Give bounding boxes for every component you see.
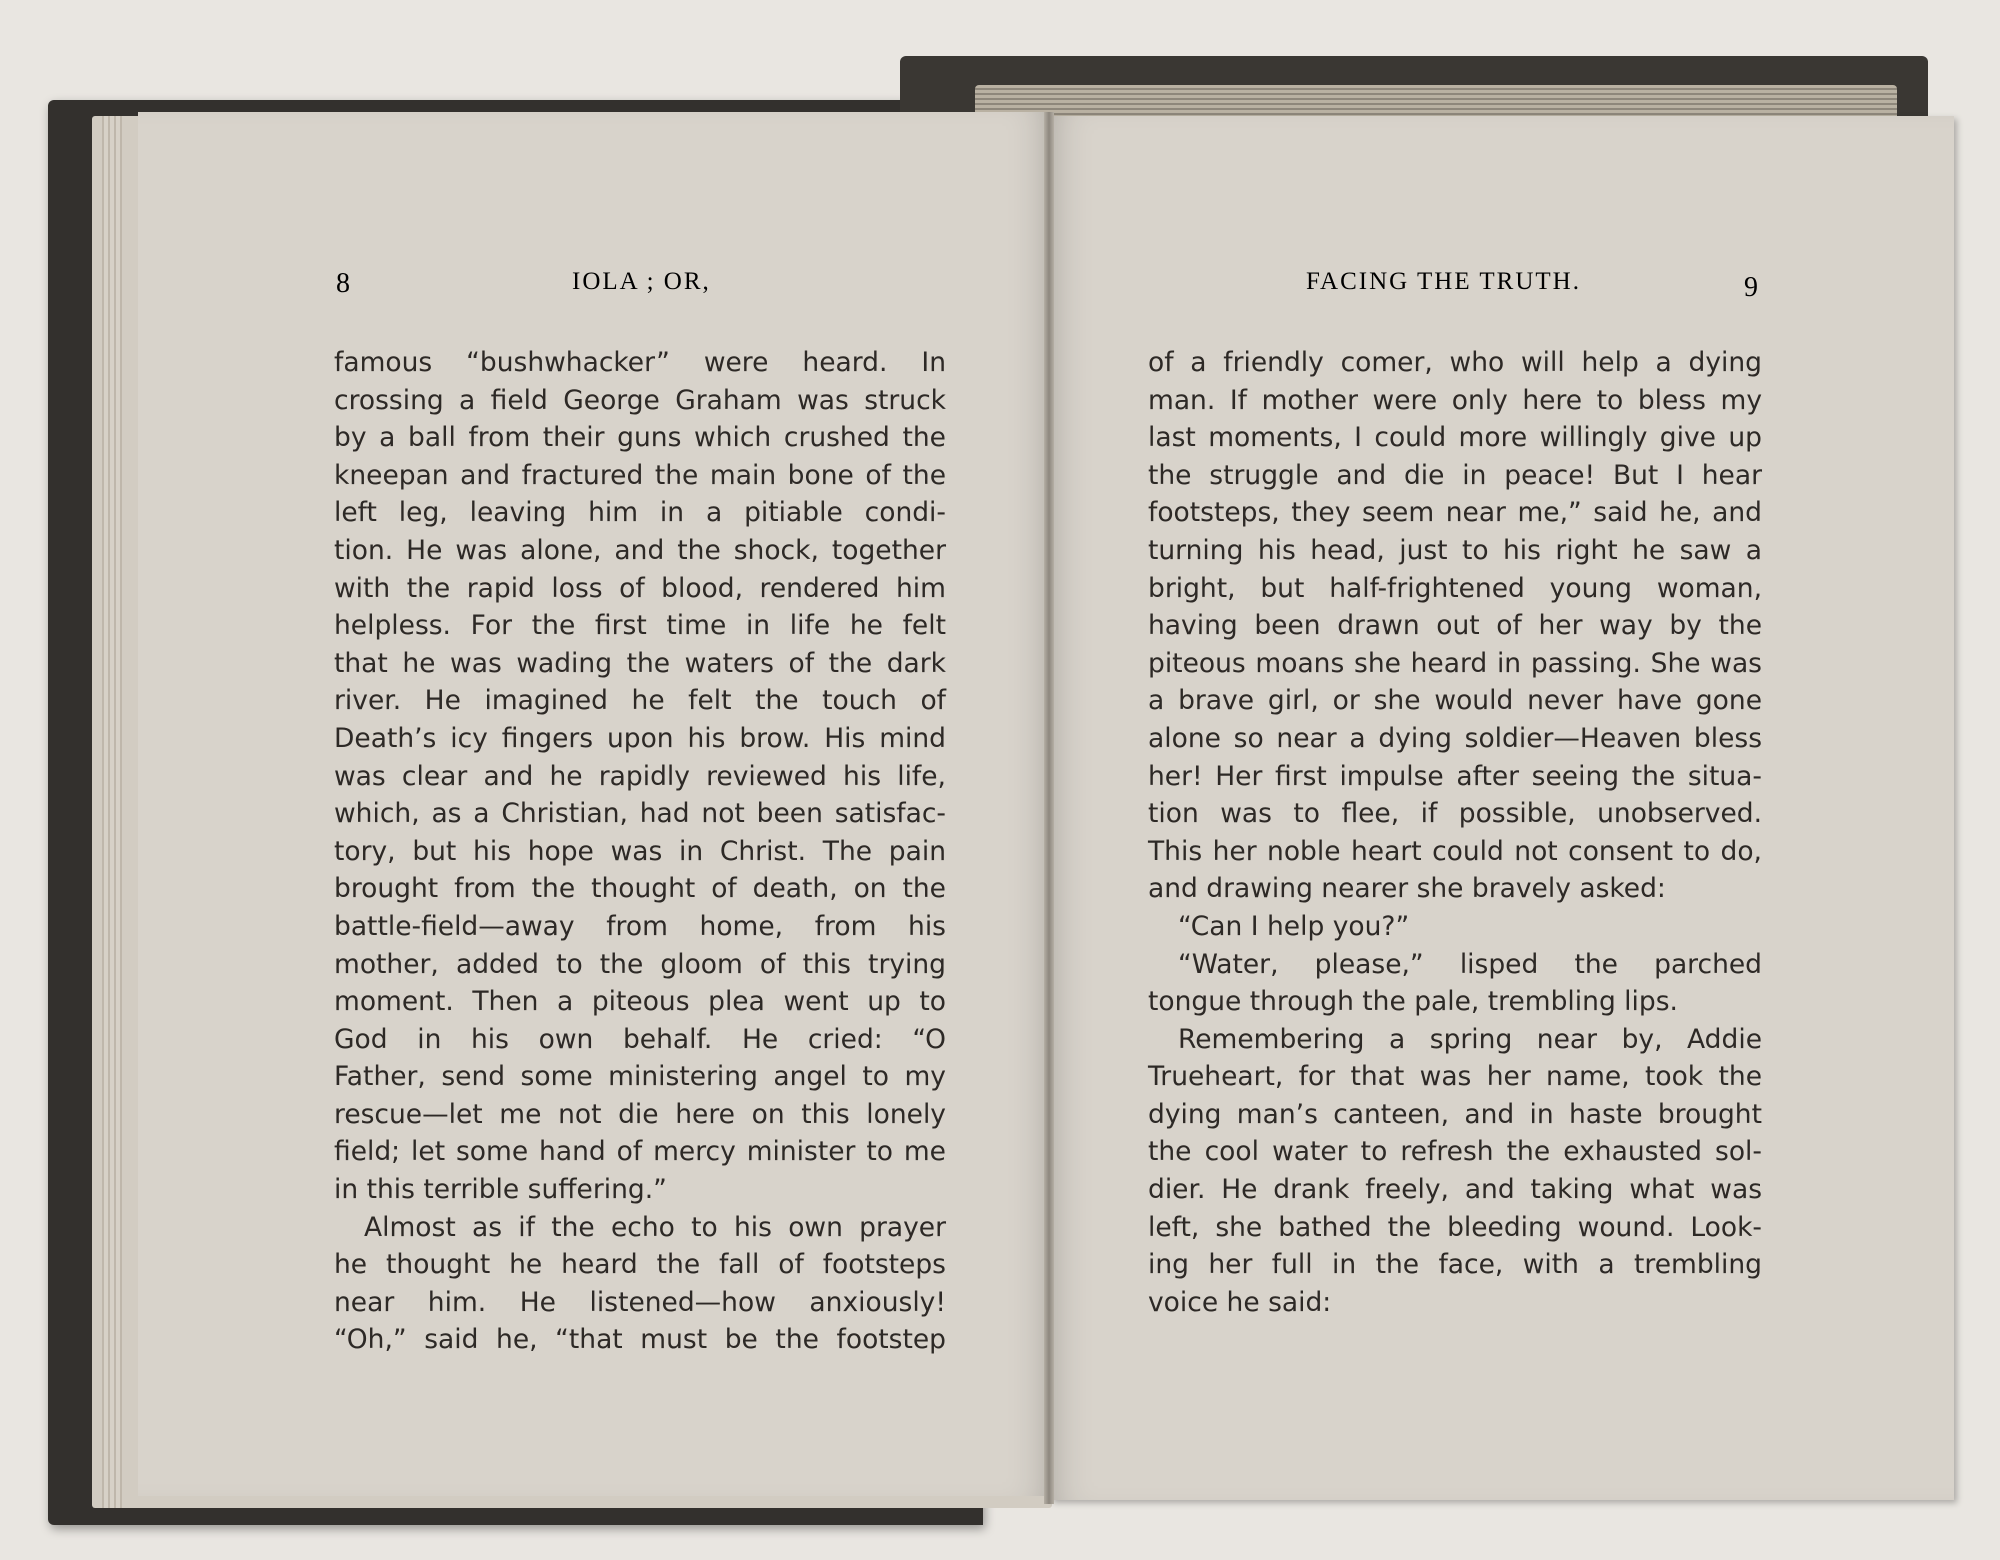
text-line: kneepan and fractured the main bone of the: [334, 459, 946, 491]
text-line: piteous moans she heard in passing. She was: [1148, 647, 1762, 679]
text-line: helpless. For the first time in life he felt: [334, 610, 946, 642]
text-line: of a friendly comer, who will help a dying: [1148, 347, 1762, 378]
text-line: river. He imagined he felt the touch of: [334, 685, 946, 717]
text-line: brought from the thought of death, on the: [334, 873, 946, 905]
text-line: alone so near a dying soldier—Heaven bless: [1148, 722, 1762, 754]
right-page-number: 9: [1744, 272, 1758, 303]
text-line: Remembering a spring near by, Addie: [1178, 1023, 1762, 1055]
text-line: tory, but his hope was in Christ. The pain: [334, 835, 946, 867]
text-line: the cool water to refresh the exhausted sol-: [1148, 1136, 1762, 1168]
text-line: voice he said:: [1148, 1286, 1332, 1318]
text-line: left, she bathed the bleeding wound. Look-: [1148, 1211, 1762, 1243]
text-line: famous “bushwhacker” were heard. In: [334, 347, 946, 378]
text-line: Trueheart, for that was her name, took the: [1148, 1061, 1762, 1093]
text-line: her! Her first impulse after seeing the situa-: [1148, 760, 1762, 792]
text-line: field; let some hand of mercy minister to me: [334, 1136, 946, 1168]
text-line: dier. He drank freely, and taking what was: [1148, 1174, 1762, 1206]
text-line: “Oh,” said he, “that must be the footstep: [334, 1324, 946, 1356]
text-line: in this terrible suffering.”: [334, 1174, 667, 1206]
text-line: and drawing nearer she bravely asked:: [1148, 873, 1666, 905]
text-line: Almost as if the echo to his own prayer: [364, 1211, 946, 1243]
text-line: turning his head, just to his right he saw a: [1148, 534, 1762, 566]
text-line: “Can I help you?”: [1178, 910, 1410, 942]
text-line: tongue through the pale, trembling lips.: [1148, 986, 1678, 1018]
text-line: having been drawn out of her way by the: [1148, 610, 1762, 642]
text-line: last moments, I could more willingly give up: [1148, 422, 1762, 454]
text-line: This her noble heart could not consent to do,: [1148, 835, 1762, 867]
text-line: rescue—let me not die here on this lonely: [334, 1098, 946, 1130]
right-page-text: [1148, 344, 1762, 1321]
text-line: he thought he heard the fall of footsteps: [334, 1249, 946, 1281]
text-line: crossing a field George Graham was struck: [334, 384, 946, 416]
text-line: footsteps, they seem near me,” said he, and: [1148, 497, 1762, 529]
text-line: Father, send some ministering angel to my: [334, 1061, 946, 1093]
text-line: man. If mother were only here to bless my: [1148, 384, 1762, 416]
text-line: Death’s icy fingers upon his brow. His mind: [334, 722, 946, 754]
text-line: ing her full in the face, with a trembling: [1148, 1249, 1762, 1281]
text-line: was clear and he rapidly reviewed his life,: [334, 760, 946, 792]
text-line: a brave girl, or she would never have gone: [1148, 685, 1762, 717]
text-line: which, as a Christian, had not been satisfac-: [334, 798, 946, 830]
text-line: by a ball from their guns which crushed the: [334, 422, 946, 454]
text-line: battle-field—away from home, from his: [334, 910, 946, 942]
right-running-head: FACING THE TRUTH.: [1306, 268, 1581, 295]
text-line: tion. He was alone, and the shock, together: [334, 534, 946, 566]
left-page-number: 8: [336, 268, 350, 299]
text-line: the struggle and die in peace! But I hear: [1148, 459, 1762, 491]
text-line: “Water, please,” lisped the parched: [1178, 948, 1762, 980]
text-line: with the rapid loss of blood, rendered him: [334, 572, 946, 604]
text-line: left leg, leaving him in a pitiable condi-: [334, 497, 946, 529]
text-line: mother, added to the gloom of this trying: [334, 948, 946, 980]
text-line: bright, but half-frightened young woman,: [1148, 572, 1762, 604]
text-line: tion was to flee, if possible, unobserved.: [1148, 798, 1762, 830]
left-running-head: IOLA ; OR,: [572, 268, 711, 295]
text-line: that he was wading the waters of the dark: [334, 647, 946, 679]
text-line: God in his own behalf. He cried: “O: [334, 1023, 946, 1055]
left-page-text: [334, 344, 946, 1359]
book-gutter: [1044, 112, 1054, 1504]
text-line: near him. He listened—how anxiously!: [334, 1286, 946, 1318]
text-line: moment. Then a piteous plea went up to: [334, 986, 946, 1018]
text-line: dying man’s canteen, and in haste brought: [1148, 1098, 1762, 1130]
